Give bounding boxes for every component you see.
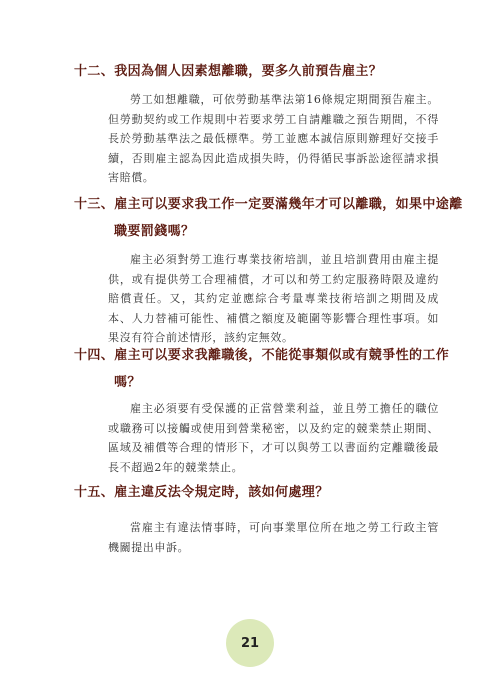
question-15-answer: 當雇主有違法情事時，可向事業單位所在地之勞工行政主管機關提出申訴。 <box>108 521 439 554</box>
question-13-answer: 雇主必須對勞工進行專業技術培訓，並且培訓費用由雇主提供，或有提供勞工合理補償，才可以和勞工約定服務時限及違約賠償責任。又，其約定並應綜合考量專業技術培訓之期間及成本、人力替補可能性、補償之額度及範圍等影響合理性事項。如果沒有符合前述情形，該約定無效。 <box>108 253 439 345</box>
question-14-heading: 十四、雇主可以要求我離職後，不能從事類似或有競爭性的工作嗎？ <box>74 348 450 390</box>
page-number-badge <box>226 619 274 667</box>
question-15-heading: 十五、雇主違反法令規定時，該如何處理？ <box>74 485 329 500</box>
question-12-heading: 十二、我因為個人因素想離職，要多久前預告雇主？ <box>74 64 383 79</box>
question-12-answer: 勞工如想離職，可依勞動基準法第16條規定期間預告雇主。但勞動契約或工作規則中若要求勞工自請離職之預告期間，不得長於勞動基準法之最低標準。勞工並應本誠信原則辦理好交接手續，否則雇主認為因此造成損失時，仍得循民事訴訟途徑請求損害賠償。 <box>108 93 439 185</box>
question-14-answer: 雇主必須要有受保護的正當營業利益，並且勞工擔任的職位或職務可以接觸或使用到營業秘密，以及約定的競業禁止期間、區域及補償等合理的情形下，才可以與勞工以書面約定離職後最長不超過2年的競業禁止。 <box>108 402 439 474</box>
page-number: 21 <box>240 635 260 651</box>
question-13-heading: 十三、雇主可以要求我工作一定要滿幾年才可以離職，如果中途離職要罰錢嗎？ <box>74 197 463 239</box>
